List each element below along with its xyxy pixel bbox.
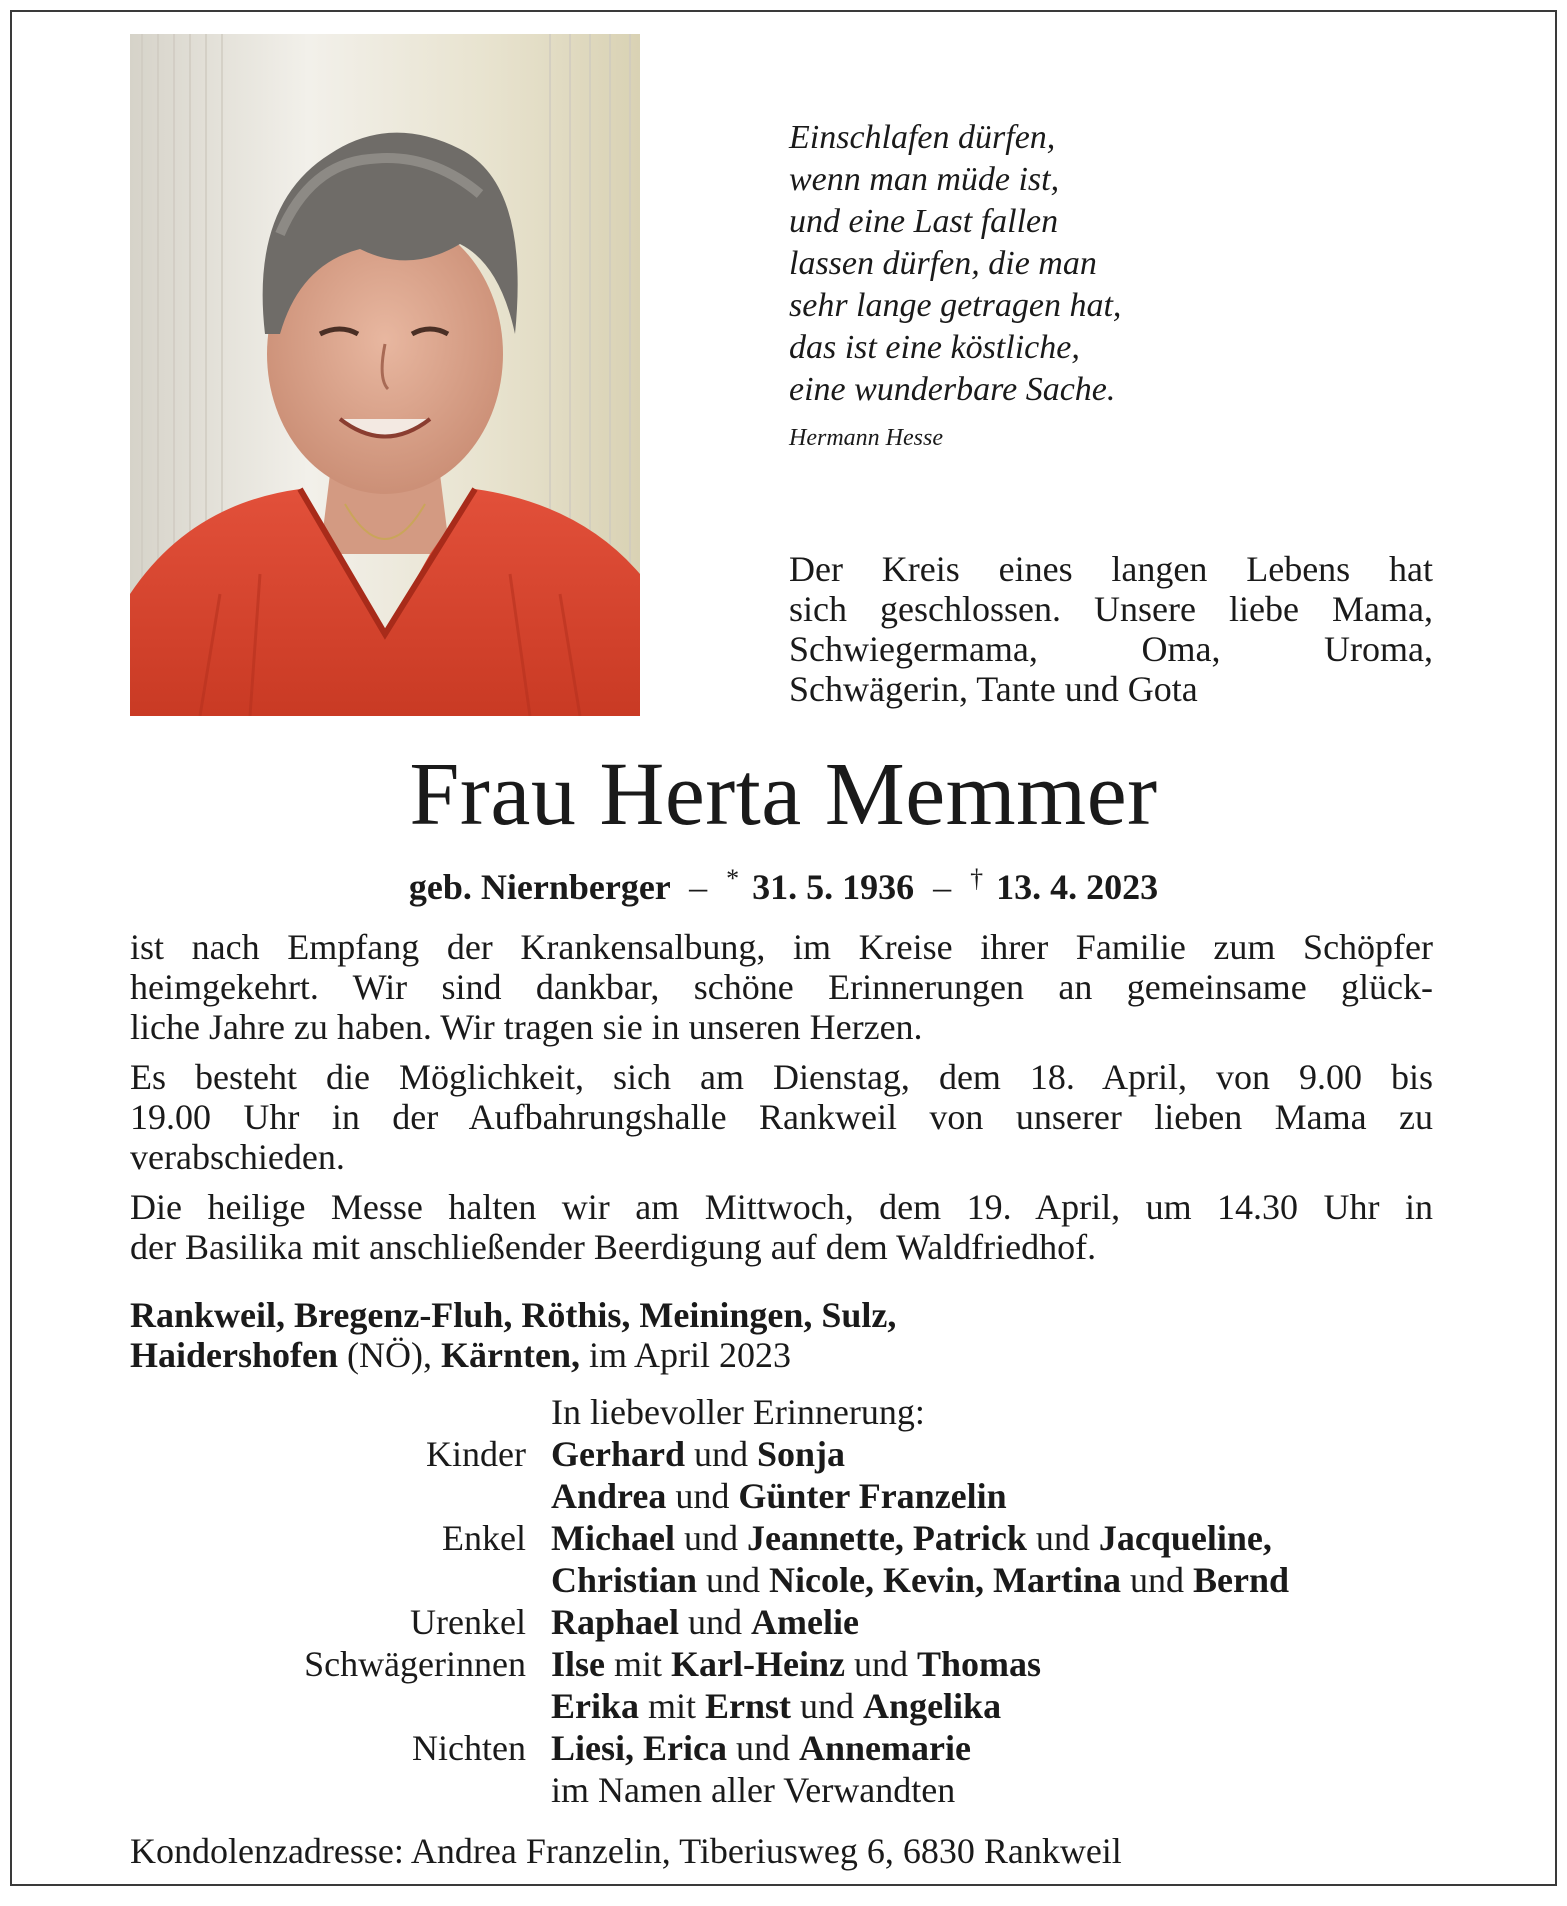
- conjunction: und: [1120, 1560, 1193, 1600]
- places-line-1: Rankweil, Bregenz-Fluh, Röthis, Meiningen, Sulz,: [130, 1295, 897, 1335]
- portrait-illustration: [130, 34, 640, 716]
- dash-separator: –: [689, 867, 708, 907]
- body-line: der Basilika mit anschließender Beerdigung auf dem Waldfriedhof.: [130, 1227, 1097, 1267]
- body-line: liche Jahre zu haben. Wir tragen sie in unseren Herzen.: [130, 1007, 923, 1047]
- family-row: [130, 1601, 1433, 1643]
- relative-name: Raphael: [551, 1602, 680, 1642]
- relative-name: Ernst: [705, 1686, 792, 1726]
- family-row: [130, 1433, 1433, 1475]
- relative-name: Erika: [551, 1686, 640, 1726]
- body-line: ist nach Empfang der Krankensalbung, im Kreise ihrer Familie zum Schöpfer: [130, 927, 1433, 967]
- family-row: [130, 1517, 1433, 1559]
- body-line: verabschieden.: [130, 1137, 345, 1177]
- death-cross-symbol: †: [970, 864, 984, 893]
- family-row: [130, 1475, 1433, 1517]
- family-row: [130, 1727, 1433, 1769]
- dash-separator: –: [933, 867, 952, 907]
- family-row: [130, 1769, 1433, 1811]
- relative-name: Michael: [551, 1518, 675, 1558]
- body-line: heimgekehrt. Wir sind dankbar, schöne Erinnerungen an gemeinsame glück-: [130, 967, 1433, 1007]
- relative-name: Bernd: [1192, 1560, 1289, 1600]
- relation-label: Nichten: [412, 1728, 526, 1768]
- conjunction: und: [697, 1560, 770, 1600]
- relative-name: Jacqueline,: [1098, 1518, 1272, 1558]
- place-haidershofen: Haidershofen: [130, 1335, 339, 1375]
- birth-date: 31. 5. 1936: [752, 867, 915, 907]
- poem-line: und eine Last fallen: [789, 203, 1059, 240]
- poem-line: lassen dürfen, die man: [789, 245, 1097, 282]
- remembrance-heading: In liebevoller Erinnerung:: [551, 1392, 925, 1432]
- conjunction: mit: [639, 1686, 706, 1726]
- family-list: [130, 1391, 1433, 1811]
- intro-line: Der Kreis eines langen Lebens hat: [789, 549, 1433, 589]
- relative-name: Ilse: [551, 1644, 605, 1684]
- conjunction: und: [844, 1644, 917, 1684]
- poem-line: das ist eine köstliche,: [789, 329, 1080, 366]
- intro-line: Schwägerin, Tante und Gota: [789, 669, 1198, 709]
- poem-author: Hermann Hesse: [789, 425, 943, 451]
- intro-line: Schwiegermama, Oma, Uroma,: [789, 629, 1433, 669]
- deceased-name: Frau Herta Memmer: [409, 745, 1158, 844]
- conjunction: und: [674, 1518, 747, 1558]
- relative-name: Christian: [551, 1560, 698, 1600]
- conjunction: mit: [605, 1644, 672, 1684]
- life-dates: [12, 864, 1555, 908]
- poem-line: wenn man müde ist,: [789, 161, 1060, 198]
- family-row: [130, 1559, 1433, 1601]
- relative-name: Gerhard: [551, 1434, 685, 1474]
- portrait-photo: [130, 34, 640, 716]
- conjunction: und: [791, 1686, 864, 1726]
- relative-name: Nicole, Kevin, Martina: [769, 1560, 1121, 1600]
- body-line: 19.00 Uhr in der Aufbahrungshalle Rankweil von unserer lieben Mama zu: [130, 1097, 1433, 1137]
- birth-name: geb. Niernberger: [408, 867, 671, 907]
- relative-name: Annemarie: [798, 1728, 971, 1768]
- poem-line: eine wunderbare Sache.: [789, 371, 1116, 408]
- relative-name: Liesi, Erica: [551, 1728, 727, 1768]
- notice-date: im April 2023: [580, 1335, 792, 1375]
- relative-name: Karl-Heinz: [671, 1644, 845, 1684]
- conjunction: und: [684, 1434, 757, 1474]
- family-row: [130, 1643, 1433, 1685]
- relative-name: Sonja: [756, 1434, 846, 1474]
- relative-name: Amelie: [751, 1602, 859, 1642]
- body-line: Es besteht die Möglichkeit, sich am Dienstag, dem 18. April, von 9.00 bis: [130, 1057, 1433, 1097]
- obituary-notice: [10, 10, 1557, 1886]
- condolence-address: Kondolenzadresse: Andrea Franzelin, Tiberiusweg 6, 6830 Rankweil: [130, 1831, 1122, 1871]
- family-row: [130, 1685, 1433, 1727]
- conjunction: und: [666, 1476, 739, 1516]
- birth-star-symbol: *: [726, 864, 740, 893]
- body-line: Die heilige Messe halten wir am Mittwoch, dem 19. April, um 14.30 Uhr in: [130, 1187, 1433, 1227]
- relation-label: Kinder: [426, 1434, 526, 1474]
- relative-name: Thomas: [916, 1644, 1041, 1684]
- death-date: 13. 4. 2023: [996, 867, 1159, 907]
- poem-line: Einschlafen dürfen,: [789, 119, 1056, 156]
- conjunction: und: [679, 1602, 752, 1642]
- intro-line: sich geschlossen. Unsere liebe Mama,: [789, 589, 1433, 629]
- conjunction: und: [726, 1728, 799, 1768]
- poem-line: sehr lange getragen hat,: [789, 287, 1122, 324]
- place-kaernten: Kärnten,: [441, 1335, 580, 1375]
- relative-name: Andrea: [551, 1476, 667, 1516]
- relative-name: Angelika: [863, 1686, 1002, 1726]
- paragraph-viewing: [130, 1057, 1433, 1177]
- place-noe: (NÖ),: [338, 1335, 441, 1375]
- poem-block: [789, 117, 1349, 453]
- intro-text: [789, 549, 1433, 709]
- relation-label: Schwägerinnen: [304, 1644, 526, 1684]
- relation-label: Urenkel: [410, 1602, 526, 1642]
- announcement-body: [130, 927, 1433, 1375]
- family-row: [130, 1391, 1433, 1433]
- paragraph-passing: [130, 927, 1433, 1047]
- paragraph-mass: [130, 1187, 1433, 1267]
- relative-name: Jeannette, Patrick: [746, 1518, 1027, 1558]
- relation-label: Enkel: [442, 1518, 526, 1558]
- relative-name: Günter Franzelin: [738, 1476, 1007, 1516]
- places-and-date: [130, 1295, 1433, 1375]
- conjunction: und: [1026, 1518, 1099, 1558]
- closing-line: im Namen aller Verwandten: [551, 1770, 956, 1810]
